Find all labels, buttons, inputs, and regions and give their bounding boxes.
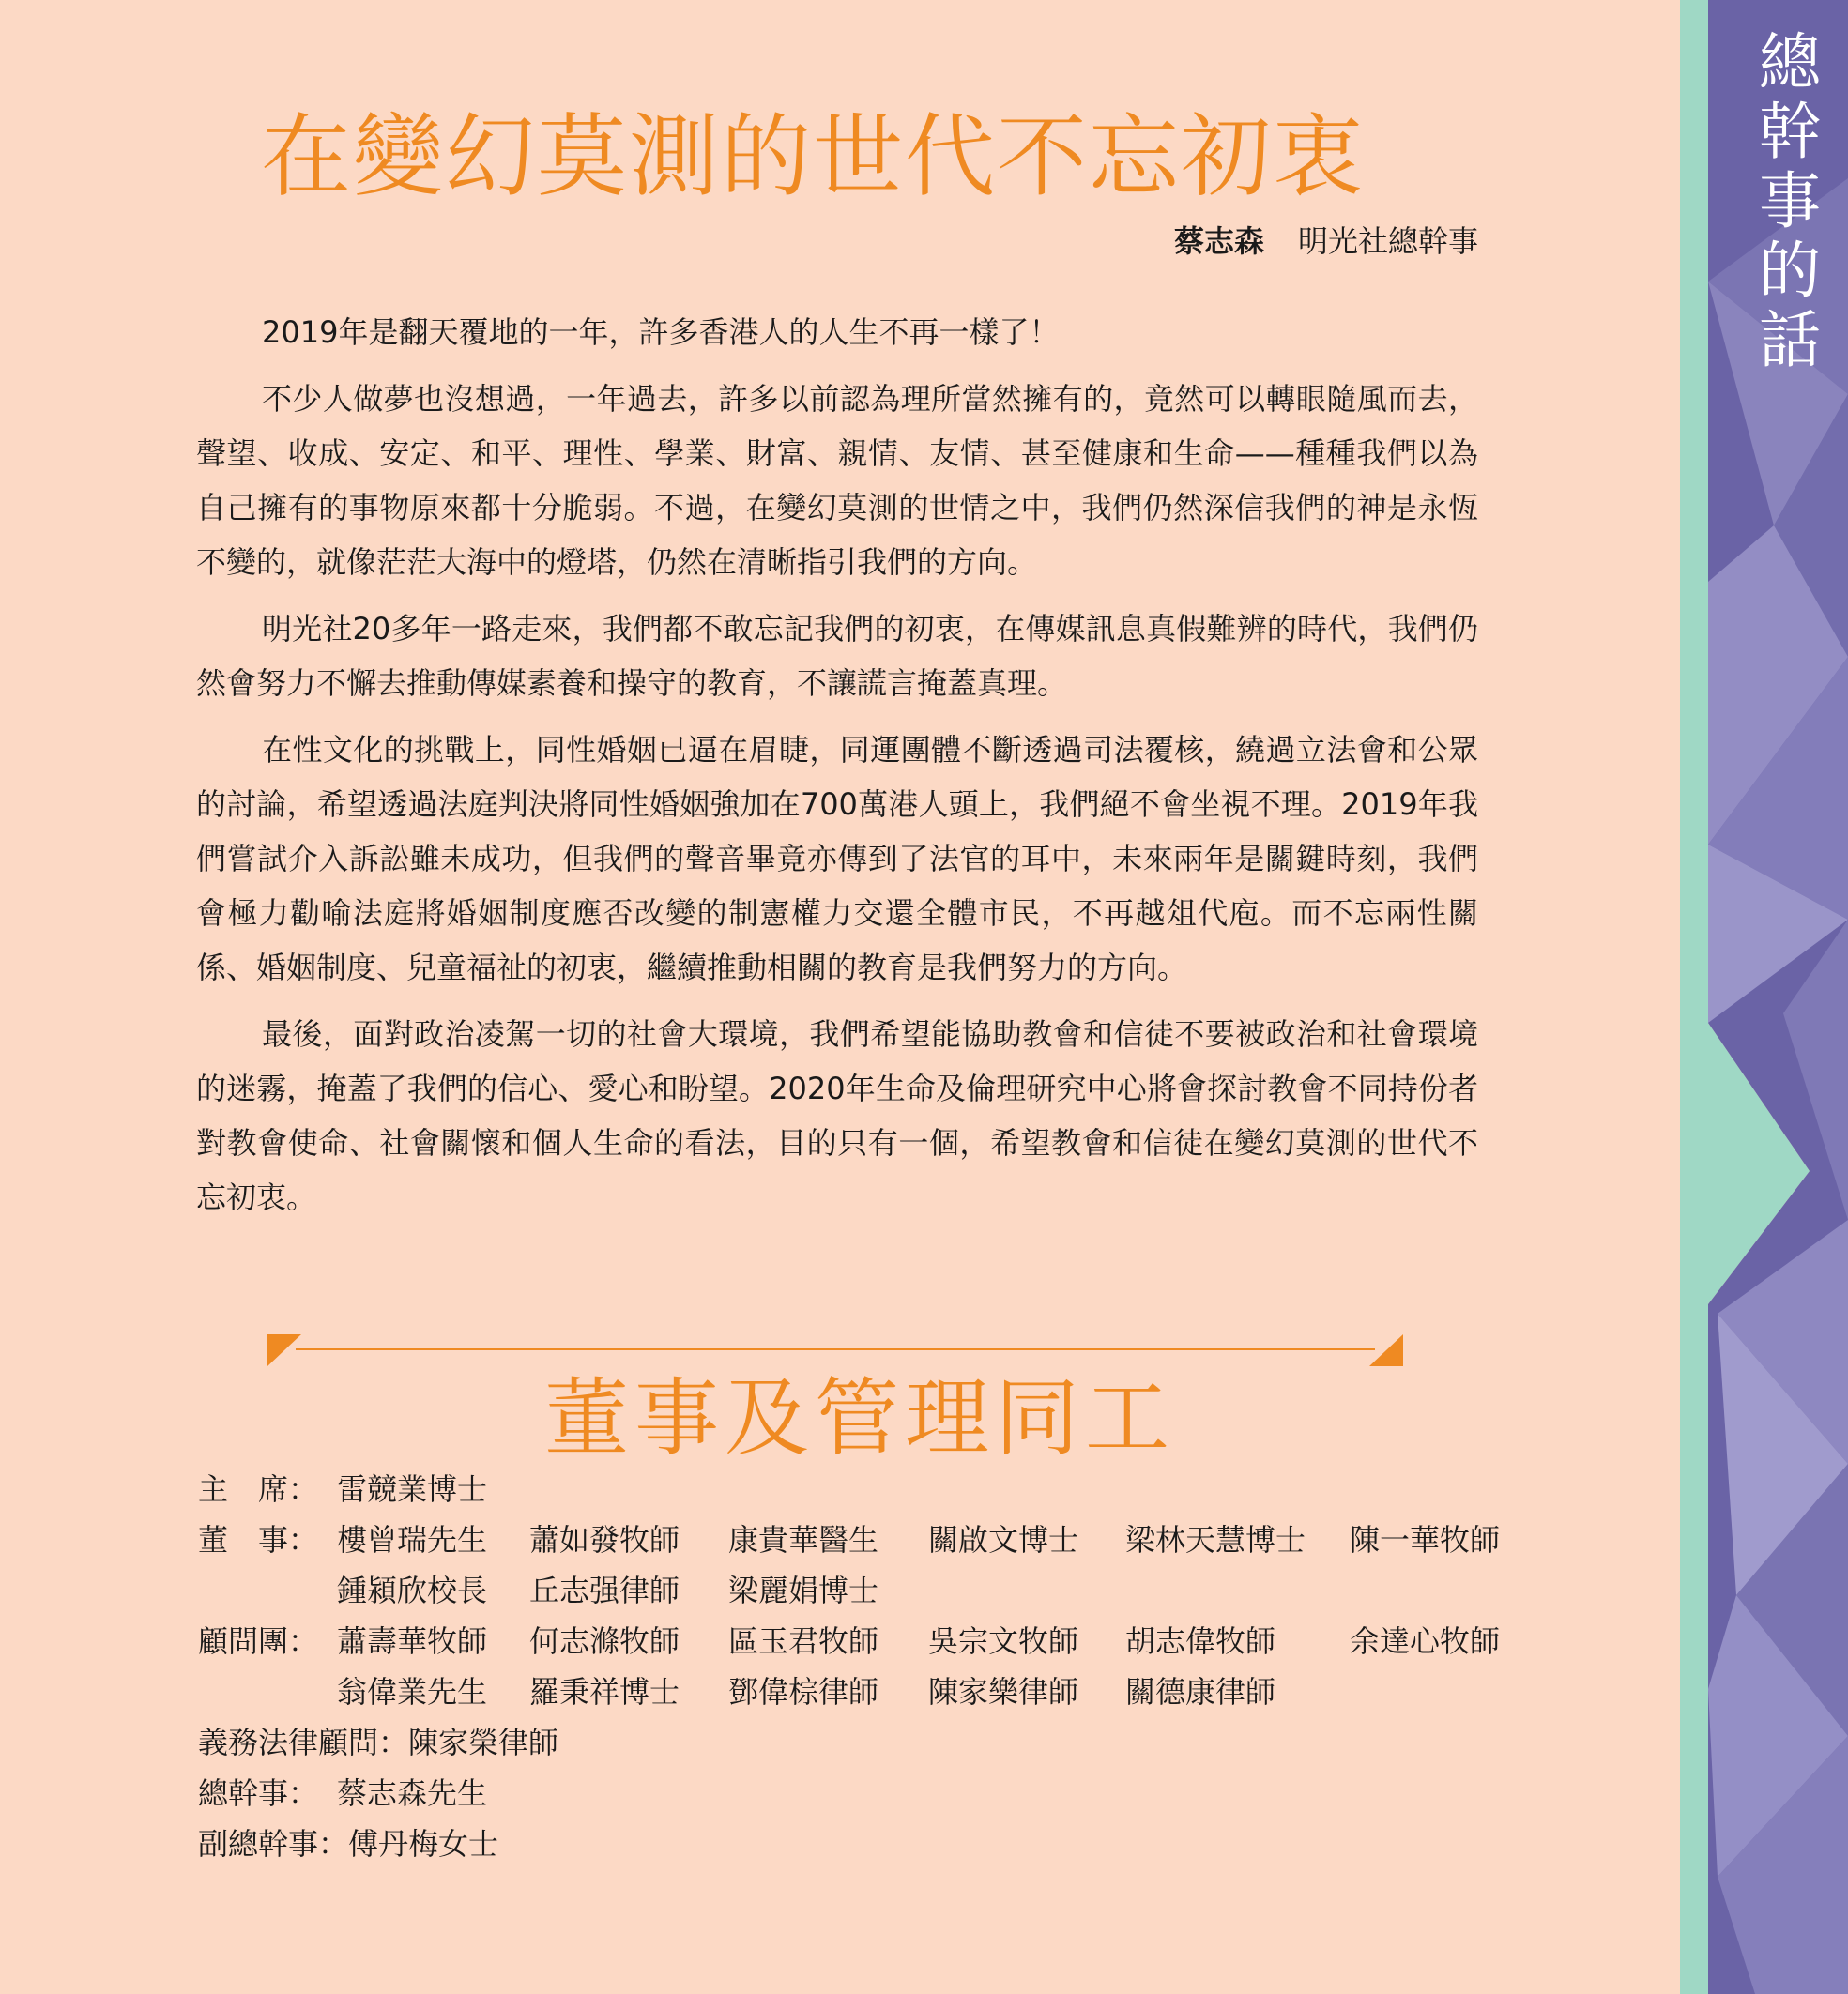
advisor-name: 區玉君牧師 — [728, 1623, 879, 1659]
director-name: 梁麗娟博士 — [728, 1573, 879, 1608]
sidebar-title — [1748, 28, 1832, 375]
director-name: 樓曾瑞先生 — [337, 1522, 488, 1558]
sidebar-title-char: 的 — [1759, 235, 1821, 307]
directors-label: 董 事： — [198, 1522, 319, 1558]
advisor-name: 余達心牧師 — [1350, 1623, 1501, 1659]
advisor-name: 蕭壽華牧師 — [337, 1623, 488, 1659]
director-name: 康貴華醫生 — [728, 1522, 879, 1558]
dgs-label: 副總幹事： — [198, 1826, 349, 1862]
section-divider — [267, 1332, 1403, 1370]
gs-name: 蔡志森先生 — [337, 1775, 488, 1811]
sidebar-title-char: 話 — [1759, 304, 1821, 376]
legal-name: 陳家榮律師 — [408, 1725, 559, 1760]
sidebar-title-char: 總 — [1759, 26, 1821, 99]
director-name: 鍾潁欣校長 — [337, 1573, 488, 1608]
gs-label: 總幹事： — [198, 1775, 319, 1811]
dgs-name: 傅丹梅女士 — [348, 1826, 499, 1862]
advisor-name: 胡志偉牧師 — [1125, 1623, 1276, 1659]
article-body — [196, 305, 1478, 1237]
director-name: 關啟文博士 — [928, 1522, 1079, 1558]
sidebar-title-char: 幹 — [1759, 96, 1821, 168]
staff-section-title: 董事及管理同工 — [544, 1369, 1175, 1468]
advisor-name: 陳家樂律師 — [928, 1674, 1079, 1710]
advisor-name: 何志滌牧師 — [529, 1623, 680, 1659]
advisor-name: 鄧偉棕律師 — [728, 1674, 879, 1710]
article-paragraph: 明光社20多年一路走來，我們都不敢忘記我們的初衷，在傳媒訊息真假難辨的時代，我們仍然會努力不懈去推動傳媒素養和操守的教育，不讓謊言掩蓋真理。 — [196, 611, 1478, 701]
article-paragraph: 最後，面對政治凌駕一切的社會大環境，我們希望能協助教會和信徒不要被政治和社會環境的迷霧，掩蓋了我們的信心、愛心和盼望。2020年生命及倫理研究中心將會探討教會不同持份者對教會使命、社會關懷和個人生命的看法，目的只有一個，希望教會和信徒在變幻莫測的世代不忘初衷。 — [196, 1016, 1478, 1215]
director-name: 丘志强律師 — [529, 1573, 680, 1608]
article-paragraph: 不少人做夢也沒想過，一年過去，許多以前認為理所當然擁有的，竟然可以轉眼隨風而去，聲望、收成、安定、和平、理性、學業、財富、親情、友情、甚至健康和生命——種種我們以為自己擁有的事物原來都十分脆弱。不過，在變幻莫測的世情之中，我們仍然深信我們的神是永恆不變的，就像茫茫大海中的燈塔，仍然在清晰指引我們的方向。 — [196, 381, 1478, 580]
author-role: 明光社總幹事 — [1297, 223, 1478, 259]
author-name: 蔡志森 — [1173, 223, 1264, 259]
byline — [845, 220, 1478, 263]
legal-advisor-line — [198, 1717, 558, 1768]
advisors-label: 顧問團： — [198, 1623, 319, 1659]
advisor-name: 吳宗文牧師 — [928, 1623, 1079, 1659]
advisor-name: 羅秉祥博士 — [529, 1674, 680, 1710]
dgs-line — [198, 1819, 498, 1869]
article-paragraph: 在性文化的挑戰上，同性婚姻已逼在眉睫，同運團體不斷透過司法覆核，繞過立法會和公眾的討論，希望透過法庭判決將同性婚姻強加在700萬港人頭上，我們絕不會坐視不理。2019年我們嘗試介入訴訟雖未成功，但我們的聲音畢竟亦傳到了法官的耳中，未來兩年是關鍵時刻，我們會極力勸喻法庭將婚姻制度應否改變的制憲權力交還全體市民，不再越俎代庖。而不忘兩性關係、婚姻制度、兒童福祉的初衷，繼續推動相關的教育是我們努力的方向。 — [196, 732, 1478, 985]
legal-label: 義務法律顧問： — [198, 1725, 409, 1760]
advisor-name: 關德康律師 — [1125, 1674, 1276, 1710]
director-name: 蕭如發牧師 — [529, 1522, 680, 1558]
chair-name: 雷競業博士 — [337, 1471, 488, 1507]
article-paragraph: 2019年是翻天覆地的一年，許多香港人的人生不再一樣了！ — [262, 314, 1060, 350]
article-title: 在變幻莫測的世代不忘初衷 — [261, 104, 1365, 209]
director-name: 陳一華牧師 — [1350, 1522, 1501, 1558]
sidebar-title-char: 事 — [1759, 165, 1821, 237]
chair-label: 主 席： — [198, 1471, 319, 1507]
advisor-name: 翁偉業先生 — [337, 1674, 488, 1710]
director-name: 梁林天慧博士 — [1125, 1522, 1306, 1558]
